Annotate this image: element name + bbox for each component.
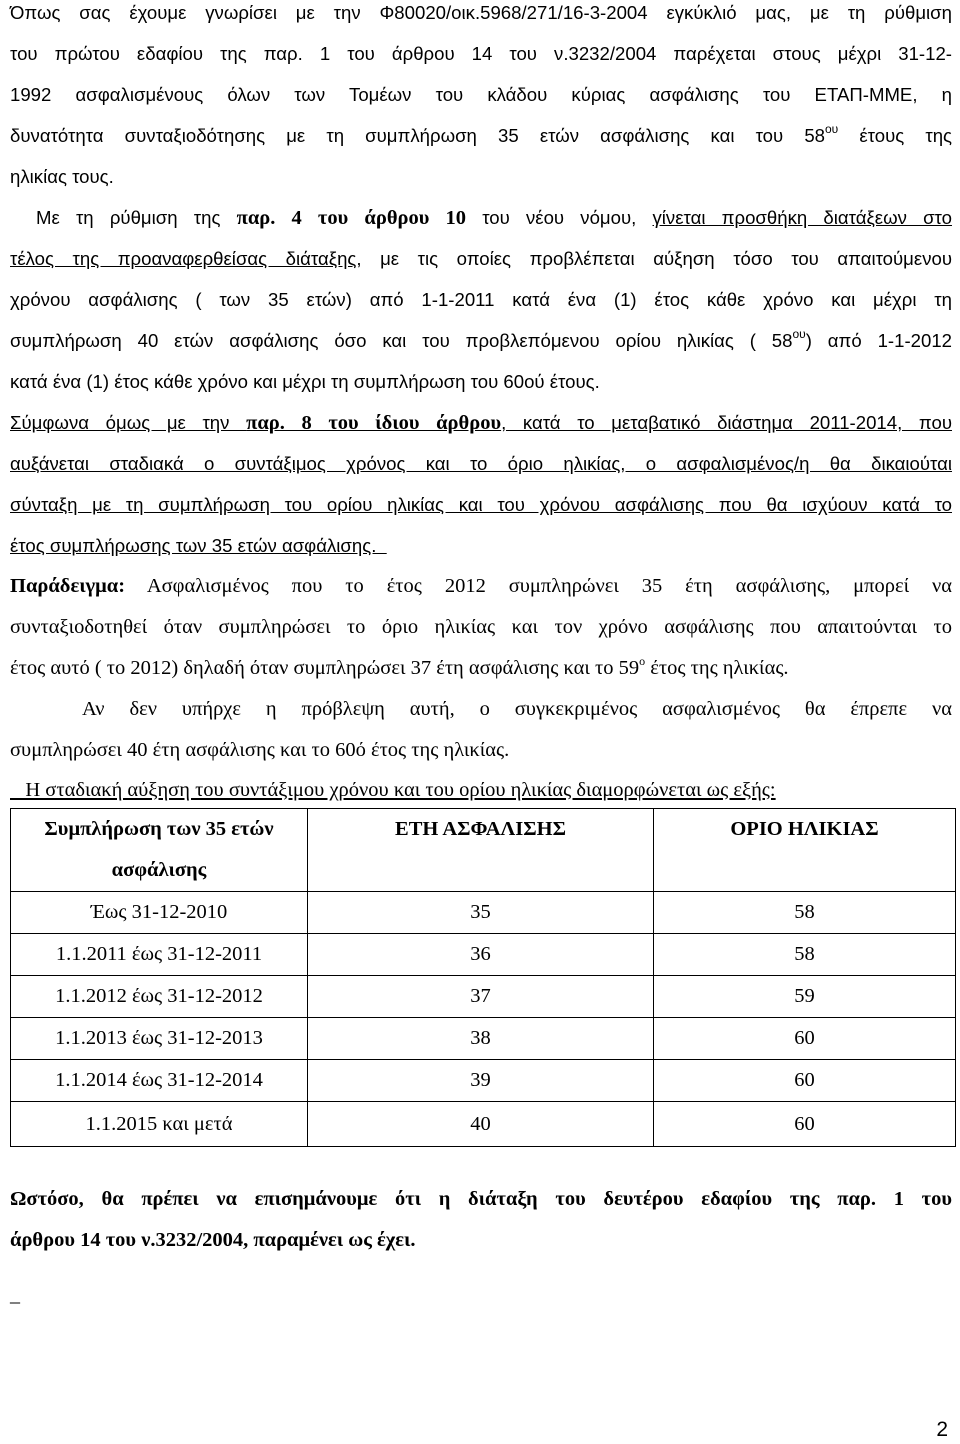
cell-period: 1.1.2013 έως 31-12-2013: [11, 1018, 308, 1060]
closing-line2: άρθρου 14 του ν.3232/2004, παραμένει ως έχει.: [10, 1229, 416, 1251]
table-header-row: [11, 809, 956, 892]
cell-period: 1.1.2015 και μετά: [11, 1102, 308, 1147]
para5-line2: συμπληρώσει 40 έτη ασφάλισης και το 60ό έτος της ηλικίας.: [10, 739, 510, 761]
text: συμπλήρωση 40 ετών ασφάλισης όσο και του προβλεπόμενου ορίου ηλικίας ( 58: [10, 330, 793, 351]
cell-years: 37: [308, 976, 654, 1018]
cell-years: 39: [308, 1060, 654, 1102]
para1-line2: του πρώτου εδαφίου της παρ. 1 του άρθρου 14 του ν.3232/2004 παρέχεται στους μέχρι 31-12-: [10, 43, 952, 64]
table-row: [11, 1102, 956, 1147]
para2-line2: [10, 248, 952, 270]
header-age-limit: ΟΡΙΟ ΗΛΙΚΙΑΣ: [654, 809, 956, 892]
example-label: Παράδειγμα:: [10, 575, 126, 597]
para1-line4: [10, 122, 952, 147]
para1-line1: Όπως σας έχουμε γνωρίσει με την Φ80020/οικ.5968/271/16-3-2004 εγκύκλιό μας, με τη ρύθμιση: [10, 2, 952, 23]
header-completion: Συμπλήρωση των 35 ετών ασφάλισης: [11, 809, 308, 892]
para3-line1: [10, 412, 952, 435]
text: ) από 1-1-2012: [805, 330, 952, 351]
para5-line1: Αν δεν υπήρχε η πρόβλεψη αυτή, ο συγκεκριμένος ασφαλισμένος θα έπρεπε να: [82, 698, 952, 720]
cell-age: 60: [654, 1060, 956, 1102]
para3-line2: αυξάνεται σταδιακά ο συντάξιμος χρόνος και το όριο ηλικίας, ο ασφαλισμένος/η θα δικαιούται: [10, 453, 952, 474]
superscript: ου: [825, 122, 839, 136]
age-insurance-table: [10, 808, 956, 1147]
text: έτος της ηλικίας.: [645, 657, 789, 679]
cell-years: 35: [308, 892, 654, 934]
cell-years: 38: [308, 1018, 654, 1060]
para1-line5: ηλικίας τους.: [10, 166, 114, 187]
text: του νέου νόμου,: [466, 207, 653, 228]
table-row: [11, 934, 956, 976]
header-insurance-years: ΕΤΗ ΑΣΦΑΛΙΣΗΣ: [308, 809, 654, 892]
text: έτος αυτό ( το 2012) δηλαδή όταν συμπληρώσει 37 έτη ασφάλισης και το 59: [10, 657, 640, 679]
cell-period: 1.1.2011 έως 31-12-2011: [11, 934, 308, 976]
cell-years: 36: [308, 934, 654, 976]
para4-line2: συνταξιοδοτηθεί όταν συμπληρώσει το όριο ηλικίας και τον χρόνο ασφάλισης που απαιτούνται το: [10, 616, 952, 638]
para4-line3: [10, 654, 952, 680]
para3-line4: έτος συμπλήρωσης των 35 ετών ασφάλισης.: [10, 535, 387, 556]
para2-line3: χρόνου ασφάλισης ( των 35 ετών) από 1-1-2011 κατά ένα (1) έτος κάθε χρόνο και μέχρι τη: [10, 289, 952, 310]
cell-age: 60: [654, 1018, 956, 1060]
para3-line3: σύνταξη με τη συμπλήρωση του ορίου ηλικίας και του χρόνου ασφάλισης που θα ισχύουν κατά το: [10, 494, 952, 515]
table-row: [11, 892, 956, 934]
superscript: ου: [792, 327, 806, 341]
table-row: [11, 976, 956, 1018]
para2-line1: [36, 207, 952, 230]
bold-ref: παρ. 8 του ίδιου άρθρου: [246, 412, 502, 434]
para2-line5: κατά ένα (1) έτος κάθε χρόνο και μέχρι τη συμπλήρωση του 60ού έτους.: [10, 371, 600, 392]
cell-years: 40: [308, 1102, 654, 1147]
superscript: ο: [639, 654, 646, 668]
bold-ref: παρ. 4 του άρθρου 10: [236, 207, 467, 229]
text: έτους της: [838, 125, 952, 146]
cell-age: 59: [654, 976, 956, 1018]
text: Με τη ρύθμιση της: [36, 207, 237, 228]
para2-line4: [10, 327, 952, 352]
cell-age: 58: [654, 892, 956, 934]
trailing-mark: _: [10, 1284, 20, 1306]
table-intro: Η σταδιακή αύξηση του συντάξιμου χρόνου και του ορίου ηλικίας διαμορφώνεται ως εξής:: [10, 779, 776, 801]
cell-period: 1.1.2012 έως 31-12-2012: [11, 976, 308, 1018]
underlined-text: τέλος της προαναφερθείσας διάταξης: [10, 248, 357, 269]
closing-line1: Ωστόσο, θα πρέπει να επισημάνουμε ότι η διάταξη του δευτέρου εδαφίου της παρ. 1 του: [10, 1188, 952, 1210]
cell-age: 58: [654, 934, 956, 976]
para1-line3: 1992 ασφαλισμένους όλων των Τομέων του κλάδου κύριας ασφάλισης του ΕΤΑΠ-ΜΜΕ, η: [10, 84, 952, 105]
cell-period: 1.1.2014 έως 31-12-2014: [11, 1060, 308, 1102]
text: Σύμφωνα όμως με την: [10, 412, 247, 433]
cell-age: 60: [654, 1102, 956, 1147]
cell-period: Έως 31-12-2010: [11, 892, 308, 934]
text: δυνατότητα συνταξιοδότησης με τη συμπλήρωση 35 ετών ασφάλισης και του 58: [10, 125, 825, 146]
table-row: [11, 1018, 956, 1060]
table-row: [11, 1060, 956, 1102]
page-number: 2: [936, 1418, 948, 1441]
text: , με τις οποίες προβλέπεται αύξηση τόσο του απαιτούμενου: [356, 248, 952, 269]
para4-line1: [10, 575, 952, 598]
text: , κατά το μεταβατικό διάστημα 2011-2014, που: [501, 412, 952, 433]
text: Ασφαλισμένος που το έτος 2012 συμπληρώνει 35 έτη ασφάλισης, μπορεί να: [125, 575, 952, 597]
underlined-text: γίνεται προσθήκη διατάξεων στο: [652, 207, 952, 228]
